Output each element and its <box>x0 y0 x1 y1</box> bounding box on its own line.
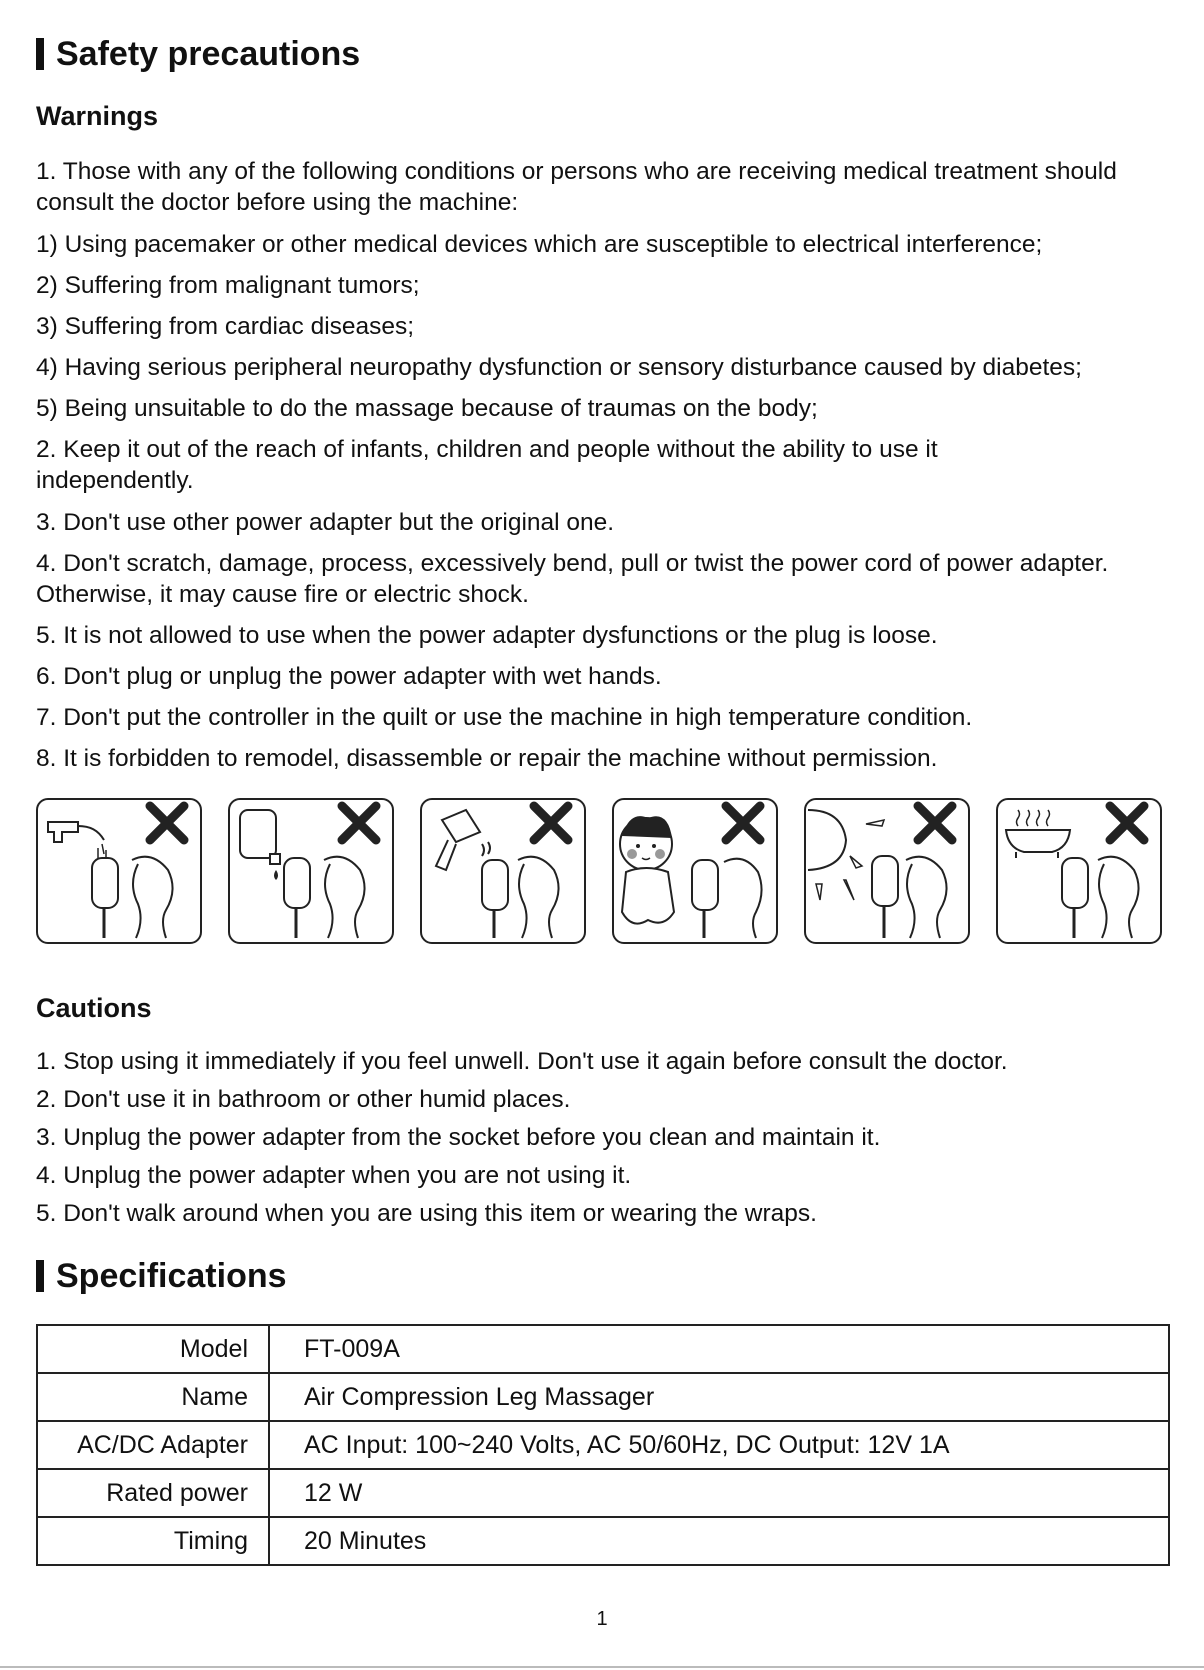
caution-item: 5. Don't walk around when you are using this item or wearing the wraps. <box>36 1200 817 1227</box>
bottom-rule <box>0 1666 1204 1668</box>
warning-item: 6. Don't plug or unplug the power adapter with wet hands. <box>36 663 662 690</box>
caution-item: 1. Stop using it immediately if you feel unwell. Don't use it again before consult the doctor. <box>36 1048 1008 1075</box>
warning-item: 7. Don't put the controller in the quilt or use the machine in high temperature condition. <box>36 704 973 731</box>
table-row <box>37 1421 1169 1469</box>
sun-heat-icon <box>806 800 968 942</box>
no-water-icon <box>36 798 202 944</box>
no-bathroom-icon <box>996 798 1162 944</box>
section-heading-safety <box>36 34 360 74</box>
spec-value: FT-009A <box>269 1325 1169 1373</box>
table-row <box>37 1325 1169 1373</box>
spec-value: 20 Minutes <box>269 1517 1169 1565</box>
table-row <box>37 1469 1169 1517</box>
warning-item: 5. It is not allowed to use when the power adapter dysfunctions or the plug is loose. <box>36 622 938 649</box>
warning-item: 5) Being unsuitable to do the massage because of traumas on the body; <box>36 395 818 422</box>
spec-value: Air Compression Leg Massager <box>269 1373 1169 1421</box>
spec-key: Rated power <box>37 1469 269 1517</box>
warning-item: 1) Using pacemaker or other medical devices which are susceptible to electrical interference; <box>36 231 1043 258</box>
warning-item: 3. Don't use other power adapter but the original one. <box>36 509 615 536</box>
spec-value: AC Input: 100~240 Volts, AC 50/60Hz, DC Output: 12V 1A <box>269 1421 1169 1469</box>
bathtub-icon <box>998 800 1160 942</box>
no-sunlight-icon <box>804 798 970 944</box>
faucet-water-icon <box>38 800 200 942</box>
no-liquid-icon <box>228 798 394 944</box>
table-row <box>37 1517 1169 1565</box>
heading-bar <box>36 38 44 70</box>
warning-item: 3) Suffering from cardiac diseases; <box>36 313 415 340</box>
section-title: Specifications <box>56 1257 287 1295</box>
warning-item: 2) Suffering from malignant tumors; <box>36 272 420 299</box>
page-number: 1 <box>596 1608 608 1630</box>
warning-item: 4) Having serious peripheral neuropathy dysfunction or sensory disturbance caused by diabetes; <box>36 354 1082 381</box>
specifications-table <box>36 1324 1170 1566</box>
section-heading-specifications <box>36 1256 287 1296</box>
no-children-icon <box>612 798 778 944</box>
spec-key: AC/DC Adapter <box>37 1421 269 1469</box>
hair-dryer-icon <box>422 800 584 942</box>
spec-key: Name <box>37 1373 269 1421</box>
warning-item: 2. Keep it out of the reach of infants, children and people without the ability to use it independently. <box>36 436 938 494</box>
cautions-heading: Cautions <box>36 993 152 1023</box>
caution-item: 3. Unplug the power adapter from the socket before you clean and maintain it. <box>36 1124 881 1151</box>
section-title: Safety precautions <box>56 35 361 73</box>
warnings-heading: Warnings <box>36 101 159 131</box>
spec-key: Timing <box>37 1517 269 1565</box>
spec-key: Model <box>37 1325 269 1373</box>
spec-value: 12 W <box>269 1469 1169 1517</box>
warning-item: 8. It is forbidden to remodel, disassemble or repair the machine without permission. <box>36 745 938 772</box>
caution-item: 4. Unplug the power adapter when you are not using it. <box>36 1162 632 1189</box>
table-row <box>37 1373 1169 1421</box>
warning-item: 1. Those with any of the following conditions or persons who are receiving medical treatment should consult the doctor before using the machine: <box>36 158 1117 216</box>
child-icon <box>614 800 776 942</box>
heading-bar <box>36 1260 44 1292</box>
no-heat-dryer-icon <box>420 798 586 944</box>
liquid-bottle-icon <box>230 800 392 942</box>
warning-item: 4. Don't scratch, damage, process, excessively bend, pull or twist the power cord of power adapter. Otherwise, it may cause fire or electric shock. <box>36 550 1109 608</box>
prohibition-icon-row <box>36 798 1170 948</box>
caution-item: 2. Don't use it in bathroom or other humid places. <box>36 1086 571 1113</box>
